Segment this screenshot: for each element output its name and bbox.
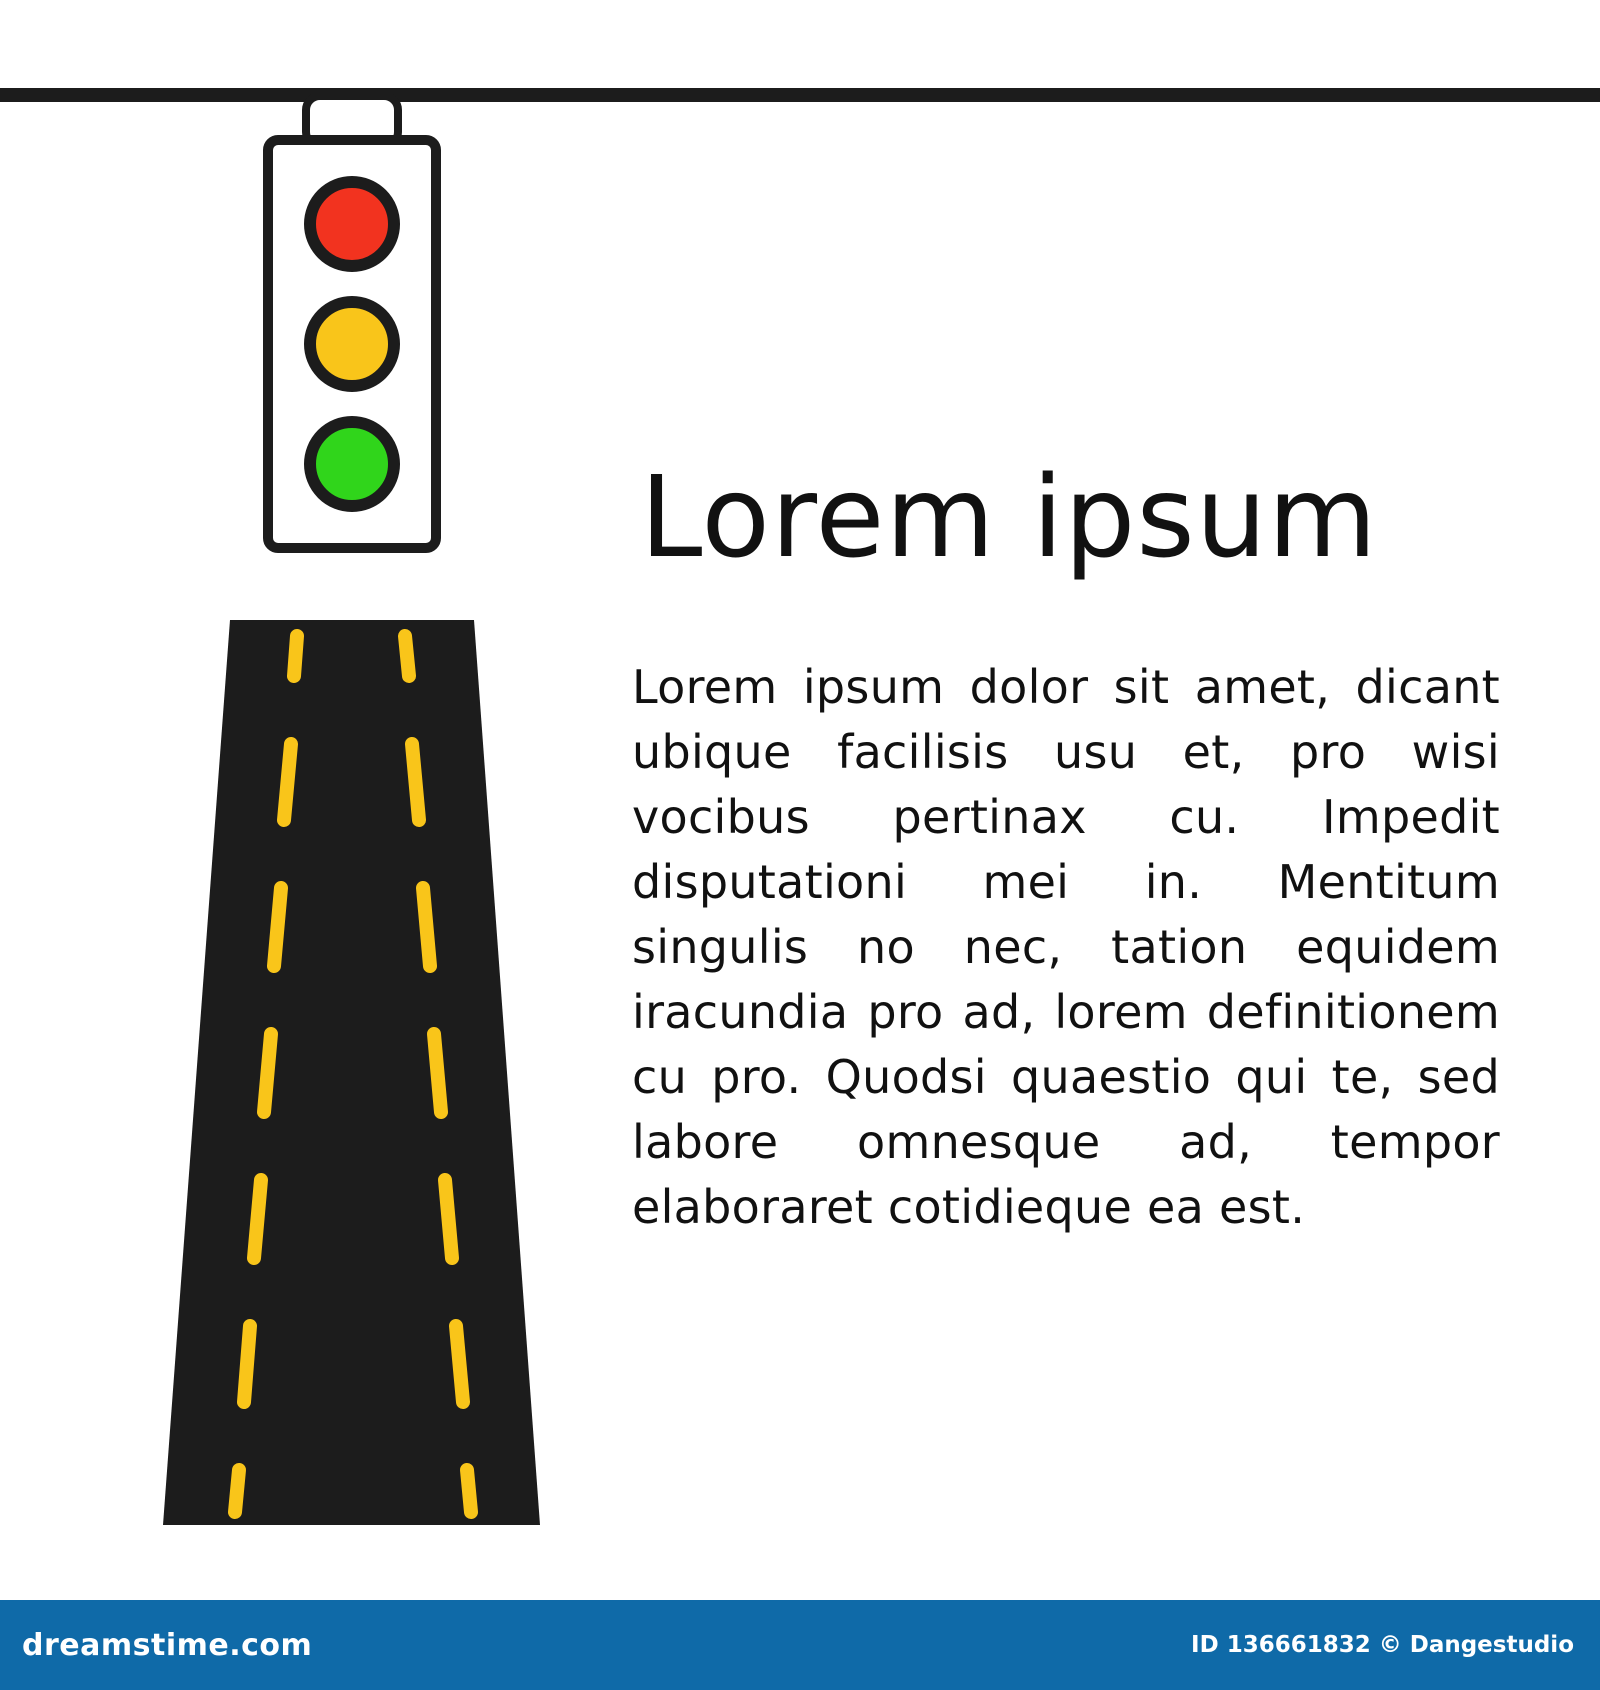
- red-lamp-icon: [310, 182, 394, 266]
- lane-dash: [434, 1034, 441, 1112]
- page-title: Lorem ipsum: [640, 453, 1378, 583]
- body-paragraph: Lorem ipsum dolor sit amet, dicant ubique facilisis usu et, pro wisi vocibus pertinax cu. Impedit disputationi mei in. Mentitum singulis no nec, tation equidem iracundia pro ad, lorem definitionem cu pro. Quodsi quaestio qui te, sed labore omnesque ad, tempor elaboraret cotidieque ea est.: [632, 660, 1500, 1234]
- road-surface: [163, 620, 540, 1525]
- lane-dash: [244, 1326, 250, 1402]
- brand-logo-text[interactable]: dreamstime.com: [22, 1628, 313, 1663]
- lane-dash: [405, 636, 409, 676]
- lane-dash: [445, 1180, 452, 1258]
- lane-dash: [467, 1470, 471, 1512]
- lane-dash: [274, 888, 281, 966]
- lane-dash: [456, 1326, 463, 1402]
- footer-bar: [0, 1600, 1600, 1690]
- lane-dash: [254, 1180, 261, 1258]
- lane-dash: [235, 1470, 239, 1512]
- traffic-light-icon: [268, 96, 436, 548]
- road-icon: [163, 620, 540, 1525]
- lane-dash: [412, 744, 419, 820]
- lane-dash: [294, 636, 297, 676]
- green-lamp-icon: [310, 422, 394, 506]
- lane-dash: [284, 744, 291, 820]
- image-credit: ID 136661832 © Dangestudio: [1191, 1632, 1574, 1658]
- yellow-lamp-icon: [310, 302, 394, 386]
- lane-dash: [264, 1034, 271, 1112]
- lane-dash: [423, 888, 430, 966]
- overhead-wire: [0, 88, 1600, 102]
